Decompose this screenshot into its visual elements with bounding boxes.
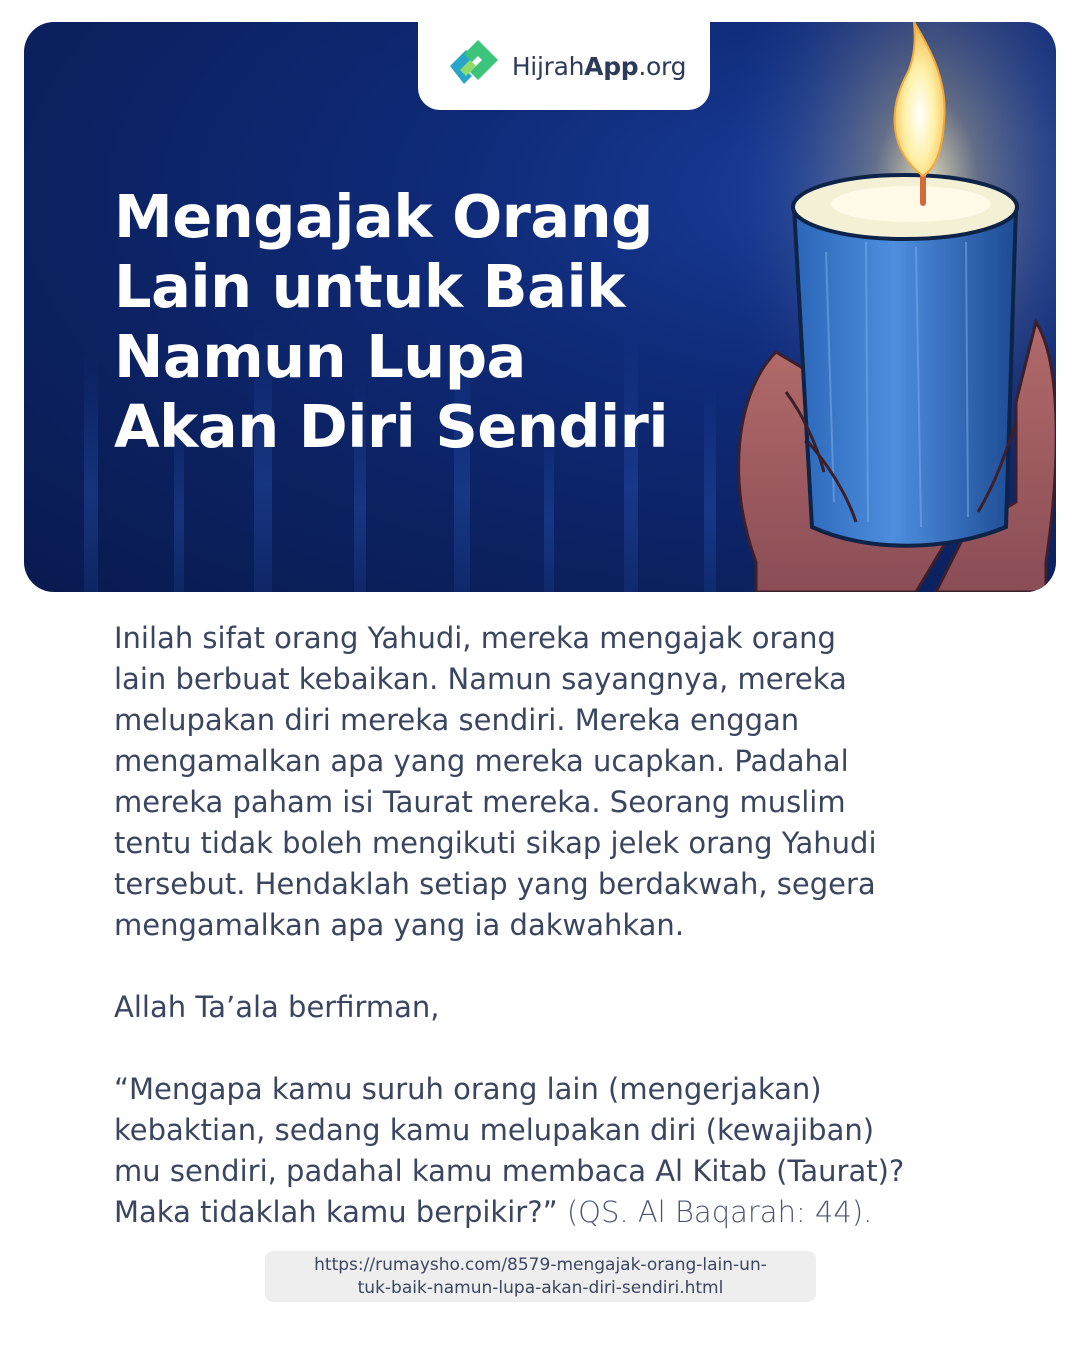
paragraph-line: Inilah sifat orang Yahudi, mereka mengajak orang (114, 621, 836, 655)
quote-intro (114, 987, 1014, 1028)
spacer (114, 1028, 1014, 1069)
title-line: Lain untuk Baik (114, 252, 625, 321)
quote-line: Maka tidaklah kamu berpikir?” (114, 1195, 558, 1229)
paragraph-line: tersebut. Hendaklah setiap yang berdakwah, segera (114, 867, 876, 901)
spacer (114, 946, 1014, 987)
source-url-line: tuk-baik-namun-lupa-akan-diri-sendiri.html (357, 1278, 724, 1298)
paragraph-line: lain berbuat kebaikan. Namun sayangnya, mereka (114, 662, 847, 696)
title-line: Akan Diri Sendiri (114, 392, 669, 461)
hijrahapp-logo-icon (442, 36, 502, 96)
quote-last-line (114, 1192, 1014, 1233)
quran-quote (114, 1069, 1014, 1233)
paragraph-line: mereka paham isi Taurat mereka. Seorang muslim (114, 785, 846, 819)
title-line: Mengajak Orang (114, 182, 653, 251)
paragraph-line: tentu tidak boleh mengikuti sikap jelek orang Yahudi (114, 826, 877, 860)
logo-badge[interactable] (418, 22, 710, 110)
paragraph-line: mengamalkan apa yang mereka ucapkan. Padahal (114, 744, 849, 778)
quote-line: “Mengapa kamu suruh orang lain (mengerjakan) (114, 1072, 822, 1106)
quote-line: mu sendiri, padahal kamu membaca Al Kitab (Taurat)? (114, 1154, 905, 1188)
logo-text-hijrah: Hijrah (511, 51, 585, 81)
intro-paragraph (114, 618, 1014, 946)
candle-in-hands-illustration (716, 22, 1056, 592)
logo-text-app: App (584, 51, 639, 81)
hero-banner (24, 22, 1056, 592)
quote-line: kebaktian, sedang kamu melupakan diri (kewajiban) (114, 1113, 875, 1147)
quote-intro-line: Allah Ta’ala berfirman, (114, 990, 440, 1024)
logo-text-domain: .org (638, 51, 687, 81)
title-line: Namun Lupa (114, 322, 526, 391)
page-title (114, 182, 714, 462)
logo-wordmark (512, 52, 686, 81)
paragraph-line: melupakan diri mereka sendiri. Mereka enggan (114, 703, 800, 737)
paragraph-line: mengamalkan apa yang ia dakwahkan. (114, 908, 685, 942)
source-link[interactable] (265, 1251, 816, 1302)
quote-reference: (QS. Al Baqarah: 44). (557, 1195, 873, 1229)
source-url-line: https://rumaysho.com/8579-mengajak-orang-lain-un- (314, 1255, 767, 1275)
article-body (114, 618, 1014, 1233)
